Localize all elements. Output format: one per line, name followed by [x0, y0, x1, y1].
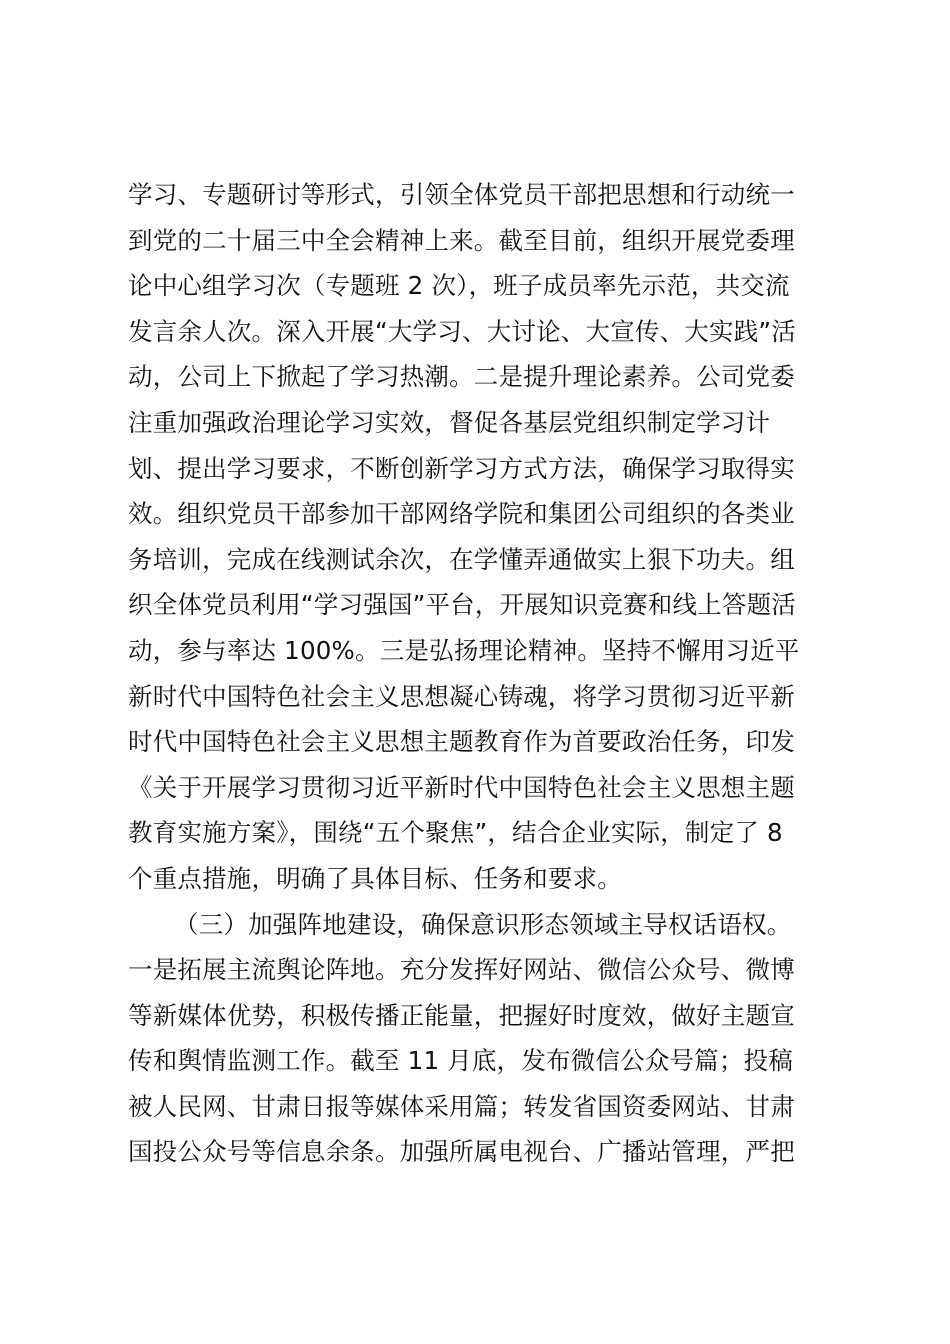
- section-heading: （三）加强阵地建设，确保意识形态领域主导权话语权。: [174, 909, 792, 939]
- text-line: 发言余人次。深入开展“大学习、大讨论、大宣传、大实践”活: [128, 316, 796, 346]
- text-line: 动，参与率达 100%。三是弘扬理论精神。坚持不懈用习近平: [128, 635, 800, 665]
- text-line: 划、提出学习要求，不断创新学习方式方法，确保学习取得实: [128, 453, 795, 483]
- text-line: 织全体党员利用“学习强国”平台，开展知识竞赛和线上答题活: [128, 590, 796, 620]
- text-line: 一是拓展主流舆论阵地。充分发挥好网站、微信公众号、微博: [128, 955, 795, 985]
- text-line: 等新媒体优势，积极传播正能量，把握好时度效，做好主题宣: [128, 1000, 795, 1030]
- text-line: 教育实施方案》，围绕“五个聚焦”，结合企业实际，制定了 8: [128, 818, 783, 848]
- text-line: 新时代中国特色社会主义思想凝心铸魂，将学习贯彻习近平新: [128, 681, 795, 711]
- text-line: 务培训，完成在线测试余次，在学懂弄通做实上狠下功夫。组: [128, 544, 795, 574]
- text-line: 论中心组学习次（专题班 2 次），班子成员率先示范，共交流: [128, 271, 790, 301]
- text-line: 传和舆情监测工作。截至 11 月底，发布微信公众号篇；投稿: [128, 1046, 794, 1076]
- text-line: 时代中国特色社会主义思想主题教育作为首要政治任务，印发: [128, 727, 795, 757]
- text-line: 到党的二十届三中全会精神上来。截至目前，组织开展党委理: [128, 225, 795, 255]
- text-line: 被人民网、甘肃日报等媒体采用篇；转发省国资委网站、甘肃: [128, 1091, 795, 1121]
- text-line: 个重点措施，明确了具体目标、任务和要求。: [128, 863, 622, 893]
- text-line: 国投公众号等信息余条。加强所属电视台、广播站管理，严把: [128, 1137, 795, 1167]
- text-line: 《关于开展学习贯彻习近平新时代中国特色社会主义思想主题: [128, 772, 795, 802]
- body-text: [128, 172, 828, 1175]
- text-line: 效。组织党员干部参加干部网络学院和集团公司组织的各类业: [128, 499, 795, 529]
- text-line: 注重加强政治理论学习实效，督促各基层党组织制定学习计: [128, 407, 771, 437]
- text-line: 动，公司上下掀起了学习热潮。二是提升理论素养。公司党委: [128, 362, 795, 392]
- text-line: 学习、专题研讨等形式，引领全体党员干部把思想和行动统一: [128, 180, 795, 209]
